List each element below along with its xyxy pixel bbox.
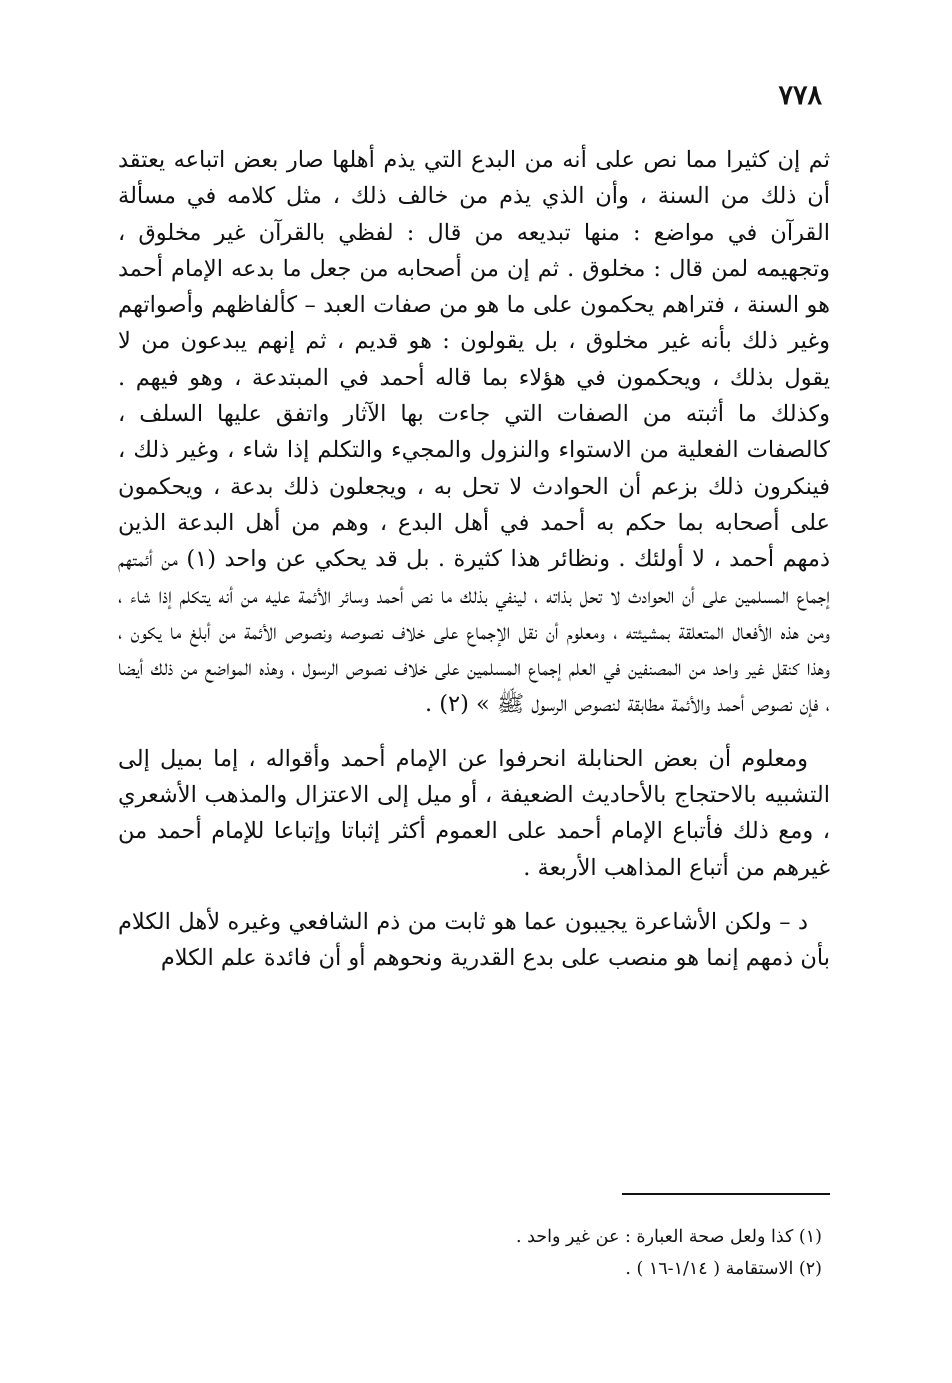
paragraph: ومعلوم أن بعض الحنابلة انحرفوا عن الإمام أحمد وأقواله ، إما بميل إلى التشبيه بالاحتجاج بالأحاديث الضعيفة ، أو ميل إلى الاعتزال والمذهب الأشعري ، ومع ذلك فأتباع الإمام أحمد على العموم أكثر إثباتا وإتباعا للإمام أحمد من غيرهم من أتباع المذاهب الأربعة . [118,745,830,881]
paragraph: ثم إن كثيرا مما نص على أنه من البدع التي يذم أهلها صار بعض اتباعه يعتقد أن ذلك من السنة ، وأن الذي يذم من خالف ذلك ، مثل كلامه في مسألة القرآن في مواضع : منها تبديعه من قال : لفظي بالقرآن غير مخلوق ، وتجهيمه لمن قال : مخلوق . ثم إن من أصحابه من جعل ما بدعه الإمام أحمد هو السنة ، فتراهم يحكمون على ما هو من صفات العبد – كألفاظهم وأصواتهم وغير ذلك بأنه غير مخلوق ، بل يقولون : هو قديم ، ثم إنهم يبدعون من لا يقول بذلك ، ويحكمون في هؤلاء بما قاله أحمد في المبتدعة ، وهو فيهم . وكذلك ما أثبته من الصفات التي جاءت بها الآثار واتفق عليها السلف ، كالصفات الفعلية من الاستواء والنزول والمجيء والتكلم إذا شاء ، وغير ذلك ، فينكرون ذلك بزعم أن الحوادث لا تحل به ، ويجعلون ذلك بدعة ، ويحكمون على أصحابه بما حكم به أحمد في أهل البدع ، وهم من أهل البدعة الذين ذمهم أحمد ، لا أولئك . ونظائر هذا كثيرة . بل قد يحكي عن واحد (١) من أئمتهم إجماع المسلمين على أن الحوادث لا تحل بذاته ، لينفي بذلك ما نص أحمد وسائر الأئمة عليه من أنه يتكلم إذا شاء ، ومن هذه الأفعال المتعلقة بمشيئته ، ومعلوم أن نقل الإجماع على خلاف نصوصه ونصوص الأئمة من أبلغ ما يكون ، وهذا كنقل غير واحد من المصنفين في العلم إجماع المسلمين على خلاف نصوص الرسول ، وهذه المواضع من ذلك أيضا ، فإن نصوص أحمد والأئمة مطابقة لنصوص الرسول ﷺ » (٢) . [118,147,830,718]
page-number: ٧٧٨ [778,80,822,111]
footnote-1: (١) كذا ولعل صحة العبارة : عن غير واحد . [515,1227,822,1247]
paragraph: د – ولكن الأشاعرة يجيبون عما هو ثابت من ذم الشافعي وغيره لأهل الكلام بأن ذمهم إنما هو منصب على بدع القدرية ونحوهم أو أن فائدة علم الكلام [118,908,830,972]
footnote-separator [622,1193,830,1195]
footnote-2: (٢) الاستقامة ( ١/١٤-١٦ ) . [625,1259,822,1279]
footnotes [222,1221,822,1285]
main-text [118,142,830,977]
